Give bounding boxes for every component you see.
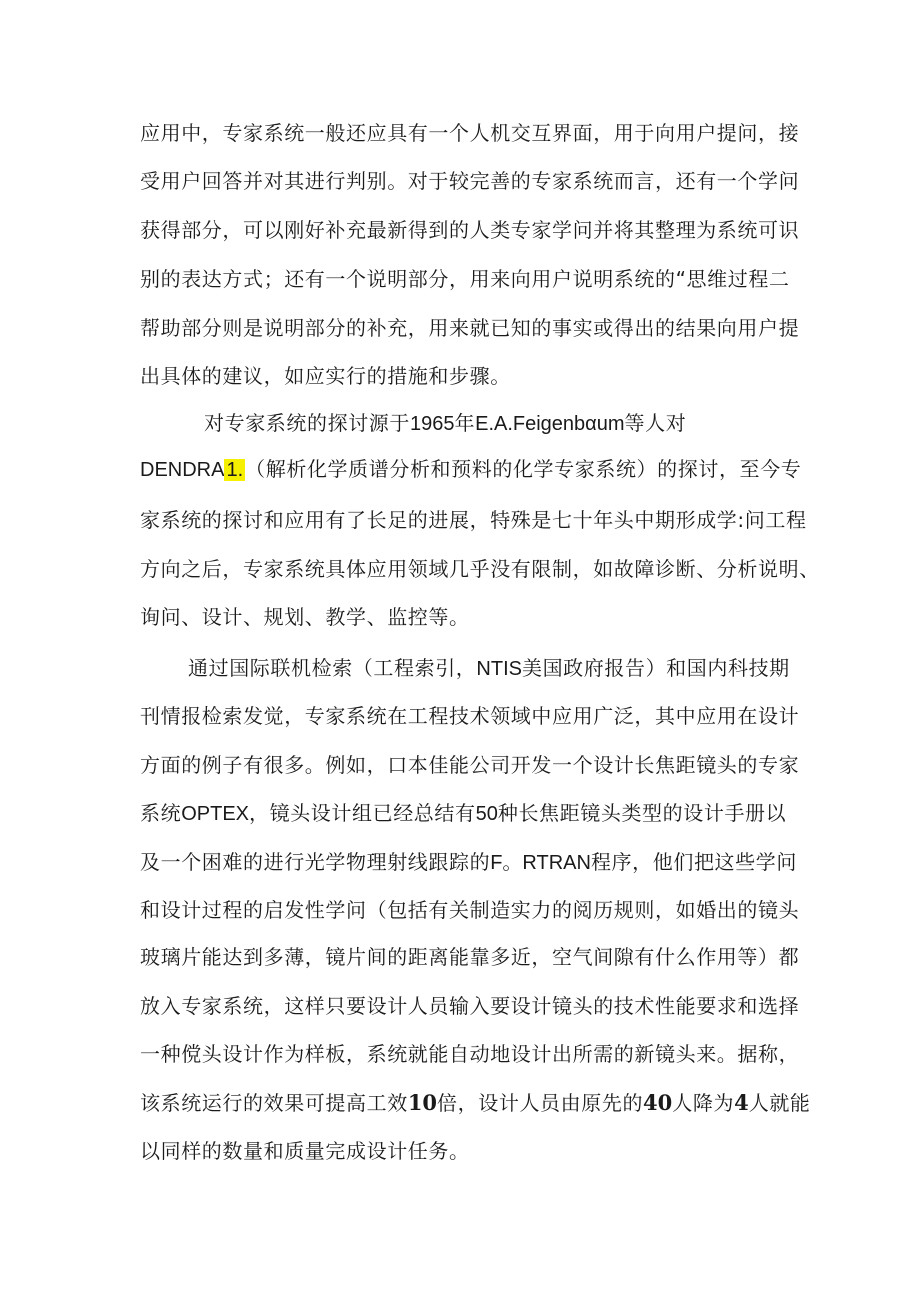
program-name: F。RTRAN — [490, 852, 591, 874]
text-span: （解析化学质谱分析和预料的化学专家系统）的探讨，至今专 — [245, 457, 802, 481]
ntis-span: NTIS — [476, 658, 522, 680]
paragraph-1-line-4: 别的表达方式；还有一个说明部分，用来向用户说明系统的“思维过程二 — [140, 267, 790, 291]
paragraph-3-line-4 — [140, 796, 786, 830]
paragraph-2-line-4: 方向之后，专家系统具体应用领域几乎没有限制，如故障诊断、分析说明、 — [140, 557, 820, 581]
paragraph-1-line-3: 获得部分，可以刚好补充最新得到的人类专家学问并将其整理为系统可识 — [140, 218, 800, 242]
text-span: 人就能 — [748, 1091, 811, 1115]
paragraph-3-line-8: 放入专家系统，这样只要设计人员输入要设计镜头的技术性能要求和选择 — [140, 994, 800, 1018]
text-span: 通过国际联机检索（工程索引， — [188, 656, 477, 680]
text-span: 等人对 — [624, 411, 687, 435]
text-span: 系统 — [140, 801, 182, 825]
paragraph-3-line-3: 方面的例子有很多。例如，口本佳能公司开发一个设计长焦距镜头的专家 — [140, 753, 800, 777]
paragraph-3-line-5 — [140, 845, 797, 879]
paragraph-3-line-7: 玻璃片能达到多薄，镜片间的距离能靠多近，空气间隙有什么作用等）都 — [140, 945, 800, 969]
paragraph-3-line-11: 以同样的数量和质量完成设计任务。 — [140, 1139, 470, 1163]
optex-span: OPTEX — [181, 803, 249, 825]
year-span: 1965 — [410, 413, 455, 435]
text-span: 年 — [454, 411, 476, 435]
text-span: 人降为 — [672, 1091, 735, 1115]
paragraph-3-line-1 — [188, 651, 790, 685]
number-span: 50 — [475, 803, 498, 825]
text-span: 美国政府报告）和国内科技期 — [521, 656, 790, 680]
text-span: 程序，他们把这些学问 — [590, 850, 797, 874]
paragraph-3-line-2: 刊情报检索发觉，专家系统在工程技术领域中应用广泛，其中应用在设计 — [140, 704, 800, 728]
number-span: 10 — [407, 1090, 438, 1115]
author-name: E.A.Feigenbαum — [475, 413, 625, 435]
highlighted-text: 1. — [226, 459, 244, 481]
text-span: 及一个困难的进行光学物理射线跟踪的 — [140, 850, 491, 874]
paragraph-2-line-2 — [140, 452, 801, 486]
paragraph-2-line-5: 询问、设计、规划、教学、监控等。 — [140, 605, 470, 629]
paragraph-3-line-10 — [140, 1086, 811, 1120]
text-span: ，镜头设计组已经总结有 — [249, 801, 476, 825]
text-span: 倍，设计人员由原先的 — [437, 1091, 644, 1115]
system-name: DENDRA — [140, 459, 225, 481]
paragraph-2-line-3: 家系统的探讨和应用有了长足的进展，特殊是七十年头中期形成学:问工程 — [140, 508, 807, 532]
text-span: 种长焦距镜头类型的设计手册以 — [497, 801, 787, 825]
paragraph-1-line-6: 出具体的建议，如应实行的措施和步骤。 — [140, 364, 511, 388]
paragraph-1-line-5: 帮助部分则是说明部分的补充，用来就已知的事实或得出的结果向用户提 — [140, 316, 800, 340]
paragraph-3-line-6: 和设计过程的启发性学问（包括有关制造实力的阅历规则，如婚出的镜头 — [140, 898, 800, 922]
paragraph-1-line-2: 受用户回答并对其进行判别。对于较完善的专家系统而言，还有一个学问 — [140, 169, 800, 193]
text-span: 对专家系统的探讨源于 — [204, 411, 410, 435]
number-span: 4 — [734, 1090, 749, 1115]
paragraph-2-line-1 — [204, 406, 686, 440]
text-span: 该系统运行的效果可提高工效 — [140, 1091, 408, 1115]
paragraph-1-line-1: 应用中，专家系统一般还应具有一个人机交互界面，用于向用户提问，接 — [140, 121, 800, 145]
number-span: 40 — [643, 1090, 673, 1115]
paragraph-3-line-9: 一种傥头设计作为样板，系统就能自动地设计出所需的新镜头来。据称， — [140, 1042, 800, 1066]
